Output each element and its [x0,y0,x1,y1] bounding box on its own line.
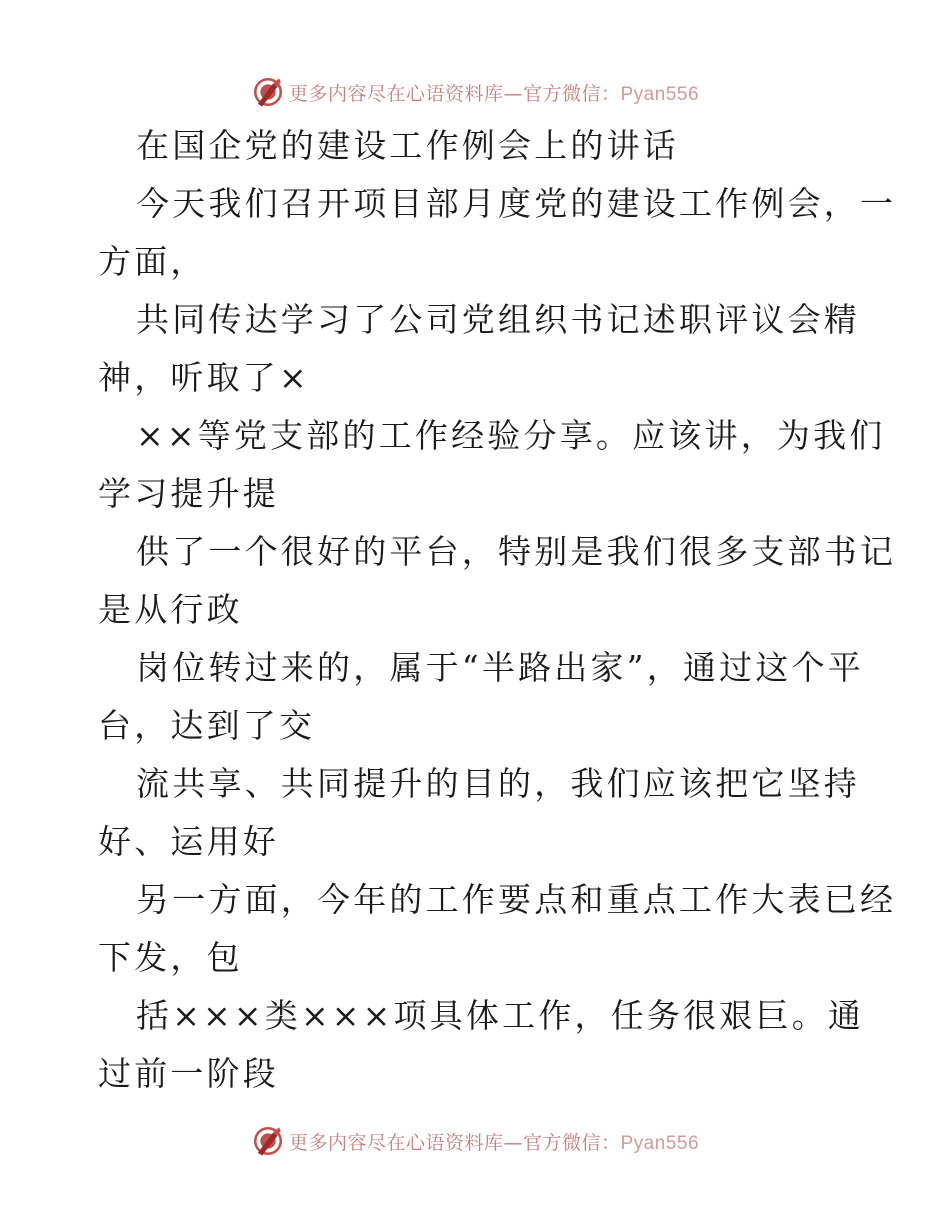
watermark-label: 更多内容尽在心语资料库—官方微信： [288,1131,621,1154]
paragraph-line: 另一方面，今年的工作要点和重点工作大表已经 [136,880,897,919]
paragraph-line: 供了一个很好的平台，特别是我们很多支部书记 [136,532,897,571]
paragraph-line: 下发，包 [98,938,243,977]
paragraph-line: 共同传达学习了公司党组织书记述职评议会精 [136,300,860,339]
paragraph-line: 是从行政 [98,590,243,629]
paragraph-line: ××等党支部的工作经验分享。应该讲，为我们 [136,416,886,455]
watermark-wechat-id: Pyan556 [620,83,700,105]
watermark-wechat-id: Pyan556 [620,1132,700,1154]
watermark-label: 更多内容尽在心语资料库—官方微信： [288,82,621,105]
paragraph-line: 流共享、共同提升的目的，我们应该把它坚持 [136,764,860,803]
pen-nib-logo-icon [251,1124,285,1158]
paragraph-line: 台，达到了交 [98,706,316,745]
paragraph-line: 方面， [98,242,207,281]
watermark-text [289,1128,699,1155]
paragraph-line: 过前一阶段 [98,1054,279,1093]
document-title: 在国企党的建设工作例会上的讲话 [136,126,679,165]
paragraph-line: 今天我们召开项目部月度党的建设工作例会，一 [136,184,897,223]
paragraph-line: 学习提升提 [98,474,279,513]
paragraph-line: 岗位转过来的，属于“半路出家”，通过这个平 [136,648,864,687]
paragraph-line: 神，听取了× [98,358,310,397]
footer-watermark [0,1121,950,1161]
paragraph-line: 括×××类×××项具体工作，任务很艰巨。通 [136,996,865,1035]
paragraph-line: 好、运用好 [98,822,279,861]
